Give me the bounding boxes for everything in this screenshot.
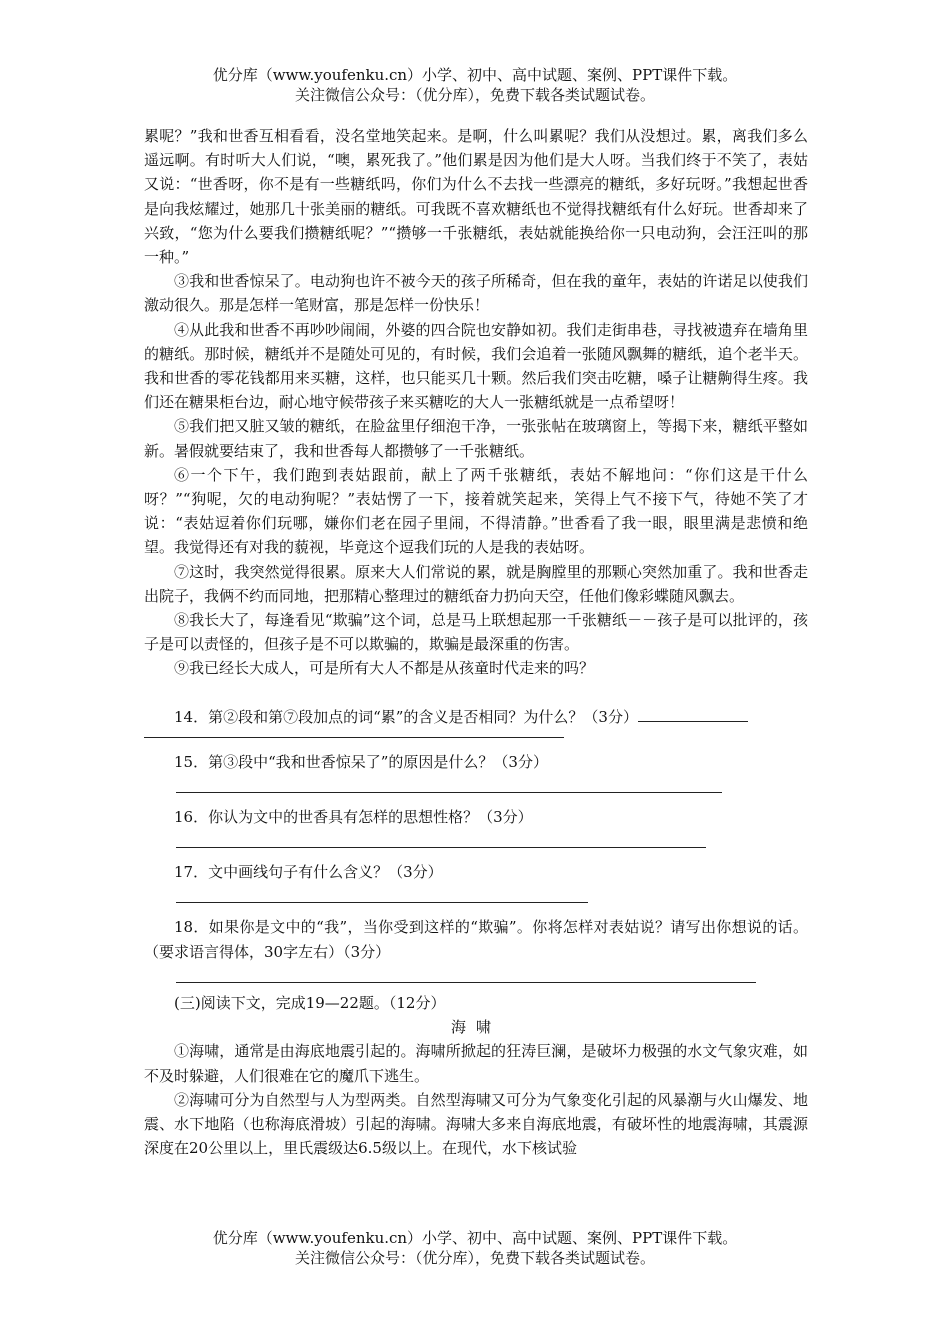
question-17: 17．文中画线句子有什么含义？（3分） (174, 863, 443, 882)
header-line-1: 优分库（www.youfenku.cn）小学、初中、高中试题、案例、PPT课件下载。 (212, 66, 738, 84)
document-body (144, 124, 808, 1160)
passage-paragraph-5: ⑤我们把又脏又皱的糖纸，在脸盆里仔细泡干净，一张张帖在玻璃窗上，等揭下来，糖纸平整如新。暑假就要结束了，我和世香每人都攒够了一千张糖纸。 (144, 417, 808, 460)
question-15: 15．第③段中“我和世香惊呆了”的原因是什么？（3分） (174, 752, 548, 771)
answer-blank-14[interactable] (638, 707, 748, 722)
question-16: 16．你认为文中的世香具有怎样的思想性格？（3分） (174, 808, 533, 827)
passage-paragraph-8: ⑧我长大了，每逢看见“欺骗”这个词，总是马上联想起那一千张糖纸－－孩子是可以批评的，孩子是可以责怪的，但孩子是不可以欺骗的，欺骗是最深重的伤害。 (144, 611, 808, 654)
passage-paragraph-9: ⑨我已经长大成人，可是所有大人不都是从孩童时代走来的吗？ (174, 659, 595, 678)
question-18: 18．如果你是文中的“我”，当你受到这样的“欺骗”。你将怎样对表姑说？请写出你想说的话。（要求语言得体，30字左右）（3分） (144, 918, 808, 961)
section-3-intro: (三)阅读下文，完成19—22题。（12分） (174, 993, 446, 1012)
passage-paragraph-2-continued: 累呢？”我和世香互相看看，没名堂地笑起来。是啊，什么叫累呢？我们从没想过。累，离我们多么遥远啊。有时听大人们说，“噢，累死我了。”他们累是因为他们是大人呀。当我们终于不笑了，表姑又说：“世香呀，你不是有一些糖纸吗，你们为什么不去找一些漂亮的糖纸，多好玩呀。”我想起世香是向我炫耀过，她那几十张美丽的糖纸。可我既不喜欢糖纸也不觉得找糖纸有什么好玩。世香却来了兴致，“您为什么要我们攒糖纸呢？”“攒够一千张糖纸，表姑就能换给你一只电动狗，会汪汪叫的那一种。” (144, 127, 808, 267)
question-14-text: 14．第②段和第⑦段加点的词“累”的含义是否相同？为什么？（3分） (174, 707, 638, 726)
header-line-2: 关注微信公众号：（优分库），免费下载各类试题试卷。 (294, 86, 655, 104)
footer-line-2: 关注微信公众号：（优分库），免费下载各类试题试卷。 (294, 1249, 655, 1267)
article-title: 海啸 (450, 1018, 501, 1037)
question-14 (144, 705, 808, 729)
passage-paragraph-6: ⑥一个下午，我们跑到表姑跟前，献上了两千张糖纸，表姑不解地问：“你们这是干什么呀？”“狗呢，欠的电动狗呢？”表姑愣了一下，接着就笑起来，笑得上气不接下气，待她不笑了才说：“表姑逗着你们玩哪，嫌你们老在园子里闹，不得清静。”世香看了我一眼，眼里满是悲愤和绝望。我觉得还有对我的藐视，毕竟这个逗我们玩的人是我的表姑呀。 (144, 465, 808, 557)
page-footer (0, 1228, 950, 1268)
article-paragraph-2: ②海啸可分为自然型与人为型两类。自然型海啸又可分为气象变化引起的风暴潮与火山爆发、地震、水下地陷（也称海底滑坡）引起的海啸。海啸大多来自海底地震，有破坏性的地震海啸，其震源深度在20公里以上，里氏震级达6.5级以上。在现代，水下核试验 (144, 1090, 808, 1158)
passage-paragraph-7: ⑦这时，我突然觉得很累。原来大人们常说的累，就是胸膛里的那颗心突然加重了。我和世香走出院子，我俩不约而同地，把那精心整理过的糖纸奋力扔向天空，任他们像彩蝶随风飘去。 (144, 562, 808, 605)
passage-paragraph-4: ④从此我和世香不再吵吵闹闹，外婆的四合院也安静如初。我们走街串巷，寻找被遗弃在墙角里的糖纸。那时候，糖纸并不是随处可见的，有时候，我们会追着一张随风飘舞的糖纸，追个老半天。我和世香的零花钱都用来买糖，这样，也只能买几十颗。然后我们突击吃糖，嗓子让糖齁得生疼。我们还在糖果柜台边，耐心地守候带孩子来买糖吃的大人一张糖纸就是一点希望呀！ (144, 320, 808, 412)
page-header (0, 65, 950, 105)
article-paragraph-1: ①海啸，通常是由海底地震引起的。海啸所掀起的狂涛巨澜，是破坏力极强的水文气象灾难，如不及时躲避，人们很难在它的魔爪下逃生。 (144, 1042, 808, 1085)
footer-line-1: 优分库（www.youfenku.cn）小学、初中、高中试题、案例、PPT课件下载。 (212, 1229, 738, 1247)
passage-paragraph-3: ③我和世香惊呆了。电动狗也许不被今天的孩子所稀奇，但在我的童年，表姑的许诺足以使我们激动很久。那是怎样一笔财富，那是怎样一份快乐！ (144, 272, 808, 315)
